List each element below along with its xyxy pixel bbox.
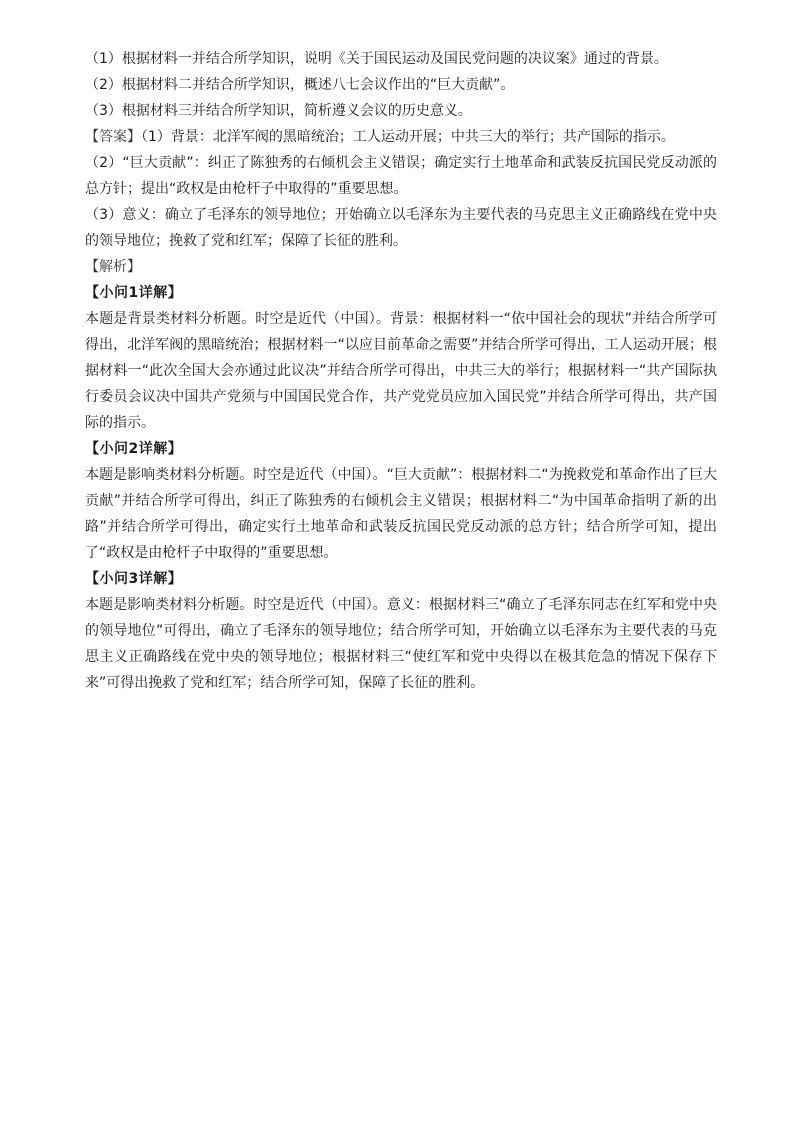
document-page: [85, 46, 717, 696]
analysis-text-3: 本题是影响类材料分析题。时空是近代（中国）。意义：根据材料三“确立了毛泽东同志在红军和党中央的领导地位”可得出，确立了毛泽东的领导地位；结合所学可知，开始确立以毛泽东为主要代表的马克思主义正确路线在党中央的领导地位；根据材料三“使红军和党中央得以在极其危急的情况下保存下来”可得出挽救了党和红军；结合所学可知，保障了长征的胜利。: [85, 597, 717, 691]
answer-block: [85, 124, 717, 254]
analysis-heading-2: 【小问2详解】: [85, 441, 183, 457]
question-1: （1）根据材料一并结合所学知识，说明《关于国民运动及国民党问题的决议案》通过的背景。: [85, 51, 668, 67]
analysis-text-1: 本题是背景类材料分析题。时空是近代（中国）。背景：根据材料一“依中国社会的现状”并结合所学可得出，北洋军阀的黑暗统治；根据材料一“以应目前革命之需要”并结合所学可得出，工人运动开展；根据材料一“此次全国大会亦通过此议决”并结合所学可得出，中共三大的举行；根据材料一“共产国际执行委员会议决中国共产党须与中国国民党合作，共产党党员应加入国民党”并结合所学可得出，共产国际的指示。: [85, 311, 717, 431]
question-3: （3）根据材料三并结合所学知识，简析遵义会议的历史意义。: [85, 103, 472, 119]
answer-part-3: （3）意义：确立了毛泽东的领导地位；开始确立以毛泽东为主要代表的马克思主义正确路线在党中央的领导地位；挽救了党和红军；保障了长征的胜利。: [85, 207, 717, 249]
analysis-heading-3: 【小问3详解】: [85, 571, 183, 587]
answer-part-2: （2）“巨大贡献”：纠正了陈独秀的右倾机会主义错误；确定实行土地革命和武装反抗国民党反动派的总方针；提出“政权是由枪杆子中取得的”重要思想。: [85, 155, 717, 197]
answer-part-1-text: （1）背景：北洋军阀的黑暗统治；工人运动开展；中共三大的举行；共产国际的指示。: [141, 129, 675, 145]
question-2: （2）根据材料二并结合所学知识，概述八七会议作出的“巨大贡献”。: [85, 77, 515, 93]
analysis-block: [85, 254, 717, 696]
analysis-text-2: 本题是影响类材料分析题。时空是近代（中国）。“巨大贡献”：根据材料二“为挽救党和革命作出了巨大贡献”并结合所学可得出，纠正了陈独秀的右倾机会主义错误；根据材料二“为中国革命指明了新的出路”并结合所学可得出，确定实行土地革命和武装反抗国民党反动派的总方针；结合所学可知，提出了“政权是由枪杆子中取得的”重要思想。: [85, 467, 717, 561]
answer-part-1: [85, 124, 717, 150]
analysis-label: 【解析】: [85, 259, 141, 275]
answer-label: 【答案】: [85, 129, 141, 145]
analysis-heading-1: 【小问1详解】: [85, 285, 183, 301]
